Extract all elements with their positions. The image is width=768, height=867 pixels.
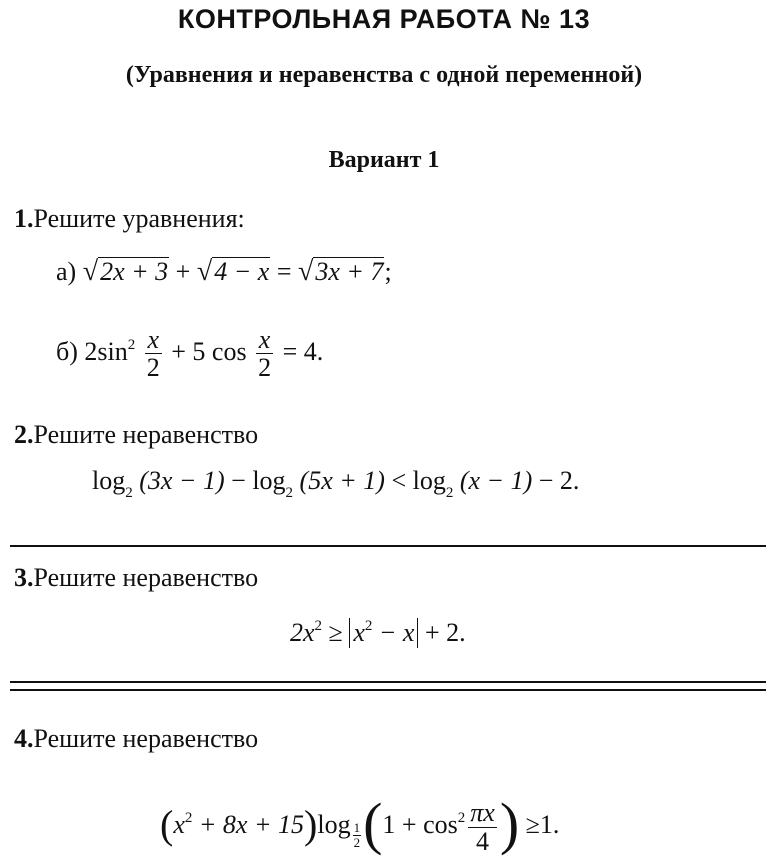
task-1-prompt: Решите уравнения: <box>33 204 245 233</box>
task-2-prompt: Решите неравенство <box>33 420 259 449</box>
section-divider <box>10 545 766 547</box>
task-1-heading <box>14 204 245 234</box>
task-4-frac: $\frac{\pi x}{4}$ <box>470 798 495 856</box>
task-2-heading <box>14 420 258 450</box>
page-title: КОНТРОЛЬНАЯ РАБОТА № 13 <box>177 4 591 34</box>
task-1a-equation: а) √2x + 3 + √4 − x = √3x + 7; <box>56 256 392 287</box>
variant-heading: Вариант 1 <box>328 147 440 173</box>
task-1a-label: а) <box>56 257 77 286</box>
task-2-number: 2. <box>14 420 34 449</box>
task-4-number: 4. <box>14 724 34 753</box>
task-4-prompt: Решите неравенство <box>33 724 259 753</box>
task-4-inequality: $(x^2 + 8x + 15)\log$ $\frac{1}{2}$ ($1 + \cos^2$ $\frac{\pi x}{4}$ ) ≥1. <box>160 791 560 856</box>
task-3-prompt: Решите неравенство <box>33 563 259 592</box>
task-1a-sqrt3: 3x + 7 <box>315 257 384 286</box>
task-1b-label: б) <box>56 336 78 366</box>
task-4-heading <box>14 724 258 754</box>
task-4-log-base: $\frac{1}{2}$ <box>353 819 361 850</box>
task-3-abs-value: $x^2 - x$ <box>349 618 418 648</box>
task-3-number: 3. <box>14 563 34 592</box>
task-1a-sqrt1: 2x + 3 <box>100 257 169 286</box>
task-3-heading <box>14 563 258 593</box>
task-2-inequality: $\log_2 (3x - 1) - \log_2 (5x + 1) < \log_2 (x - 1) - 2$. <box>92 466 580 501</box>
double-divider-bottom <box>10 689 766 691</box>
task-1-number: 1. <box>14 204 34 233</box>
page-subtitle: (Уравнения и неравенства с одной переменной) <box>125 62 643 88</box>
task-3-inequality: $2x^2 \ge x^2 - x + 2$. <box>290 618 466 647</box>
task-1b-equation: б) $2\sin^2$ $\frac{x}{2}$ + 5 cos $\frac{x}{2}$ = 4. <box>56 325 324 383</box>
double-divider-top <box>10 681 766 683</box>
task-1b-frac2: $\frac{x}{2}$ <box>258 325 272 383</box>
task-1a-sqrt2: 4 − x <box>214 257 270 286</box>
task-1b-frac1: $\frac{x}{2}$ <box>146 325 160 383</box>
